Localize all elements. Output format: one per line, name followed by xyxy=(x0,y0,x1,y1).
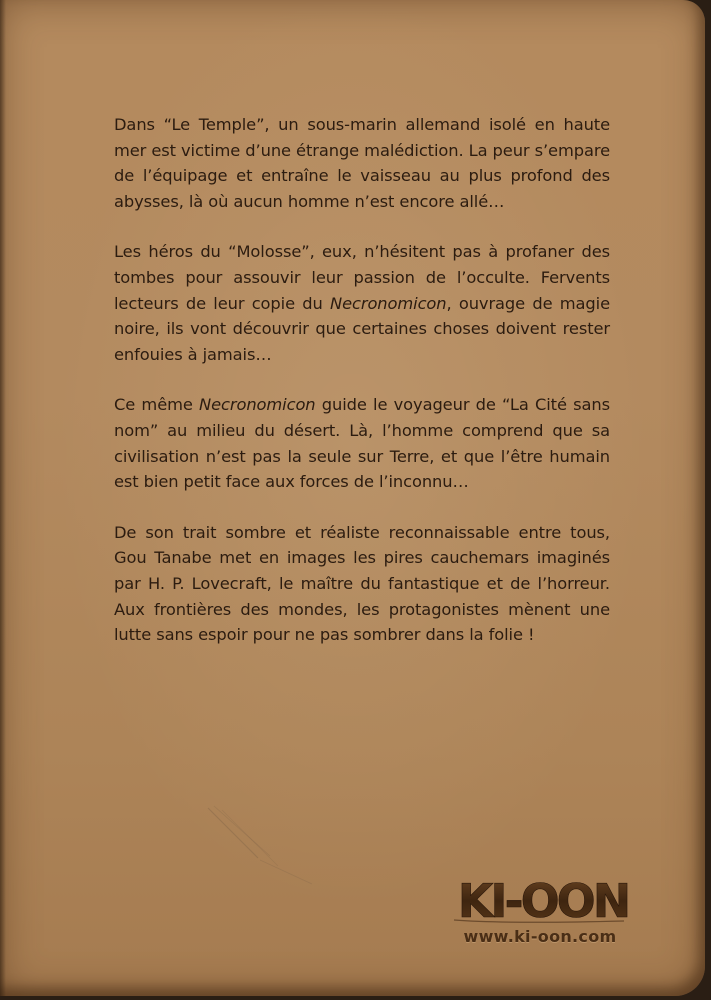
blurb-paragraph-3-part-1: Ce même xyxy=(114,395,200,415)
cover-scratch-marks xyxy=(200,800,330,890)
blurb-paragraph-2 xyxy=(114,239,610,367)
blurb-paragraph-4: De son trait sombre et réaliste reconnaissable entre tous, Gou Tanabe met en images les pires cauchemars imaginés par H. P. Lovecraft, le maître du fantastique et de l’horreur. Aux frontières des mondes, les protagonistes mènent une lutte sans espoir pour ne pas sombrer dans la folie ! xyxy=(114,522,610,645)
blurb-text xyxy=(114,112,610,673)
cover-spine-shadow xyxy=(0,0,6,996)
blurb-paragraph-2-title: Necronomicon xyxy=(330,293,447,313)
ki-oon-logo-mark xyxy=(448,872,638,928)
publisher-logo xyxy=(448,872,638,952)
logo-wordmark: KI-OON xyxy=(457,874,629,928)
blurb-paragraph-3-title: Necronomicon xyxy=(199,395,316,415)
blurb-paragraph-2-part-1: Les héros du “Molosse”, eux, n’hésitent pas à profaner des tombes pour assouvir leur passion de l’occulte. Fervents lecteurs de leur copie du xyxy=(114,242,610,313)
blurb-paragraph-3 xyxy=(114,392,610,494)
blurb-paragraph-1: Dans “Le Temple”, un sous-marin allemand isolé en haute mer est victime d’une étrange malédiction. La peur s’empare de l’équipage et entraîne le vaisseau au plus profond des abysses, là où aucun homme n’est encore allé… xyxy=(114,115,610,211)
blurb-paragraph-2-part-2: , ouvrage de magie noire, ils vont découvrir que certaines choses doivent rester enfouies à jamais… xyxy=(114,293,610,364)
blurb-paragraph-3-part-2: guide le voyageur de “La Cité sans nom” au milieu du désert. Là, l’homme comprend que sa civilisation n’est pas la seule sur Terre, et que l’être humain est bien petit face aux forces de l’inconnu… xyxy=(114,395,610,492)
publisher-website[interactable]: www.ki-oon.com xyxy=(463,927,617,946)
